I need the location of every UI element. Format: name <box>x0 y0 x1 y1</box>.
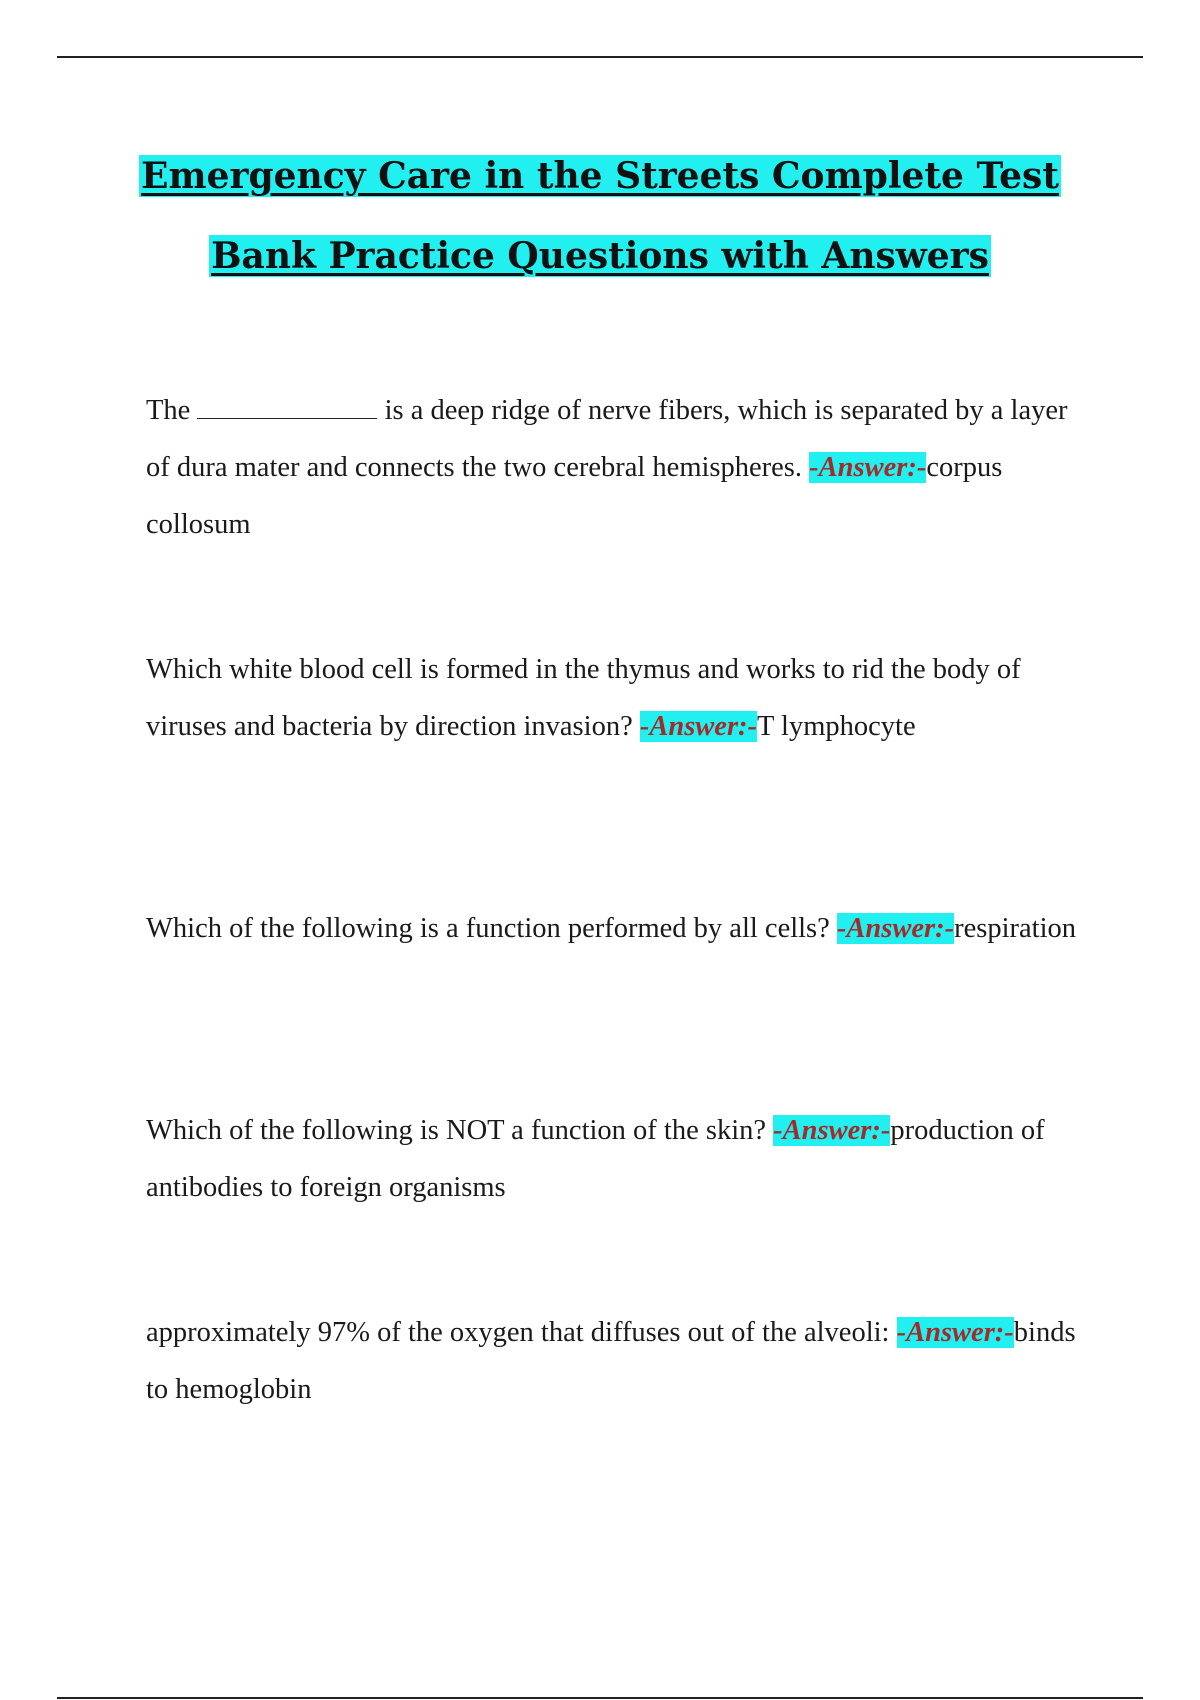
bottom-divider <box>57 1697 1143 1699</box>
question-block-1 <box>146 382 1086 553</box>
answer-label: -Answer:- <box>773 1115 891 1146</box>
answer-label: -Answer:- <box>639 711 758 742</box>
answer-text: binds to hemoglobin <box>146 1317 1076 1405</box>
answer-label: -Answer:- <box>896 1317 1014 1348</box>
answer-label: -Answer:- <box>809 452 927 483</box>
question-text: Which of the following is a function performed by all cells? <box>146 913 837 944</box>
question-text: Which of the following is NOT a function of the skin? <box>146 1115 774 1146</box>
question-block-4 <box>146 1102 1086 1216</box>
question-block-2 <box>146 641 1086 755</box>
answer-text: corpus collosum <box>146 452 1003 540</box>
title-line-1: Emergency Care in the Streets Complete Test <box>141 155 1059 197</box>
top-divider <box>57 56 1143 58</box>
question-text: Which white blood cell is formed in the thymus and works to rid the body of viruses and bacteria by direction invasion? <box>146 654 1021 742</box>
question-block-5 <box>146 1304 1086 1418</box>
page-title <box>57 136 1143 296</box>
title-line-2: Bank Practice Questions with Answers <box>211 235 989 277</box>
answer-text: respiration <box>954 913 1076 944</box>
question-text: approximately 97% of the oxygen that diffuses out of the alveoli: <box>146 1317 897 1348</box>
question-block-3 <box>146 900 1086 957</box>
answer-text: production of antibodies to foreign organisms <box>146 1115 1045 1203</box>
question-text: The <box>146 395 198 426</box>
answer-label: -Answer:- <box>836 913 955 944</box>
fill-in-blank <box>197 396 377 419</box>
answer-text: T lymphocyte <box>757 711 916 742</box>
question-text: is a deep ridge of nerve fibers, which is separated by a layer of dura mater and connects the two cerebral hemispheres. <box>146 395 1068 483</box>
